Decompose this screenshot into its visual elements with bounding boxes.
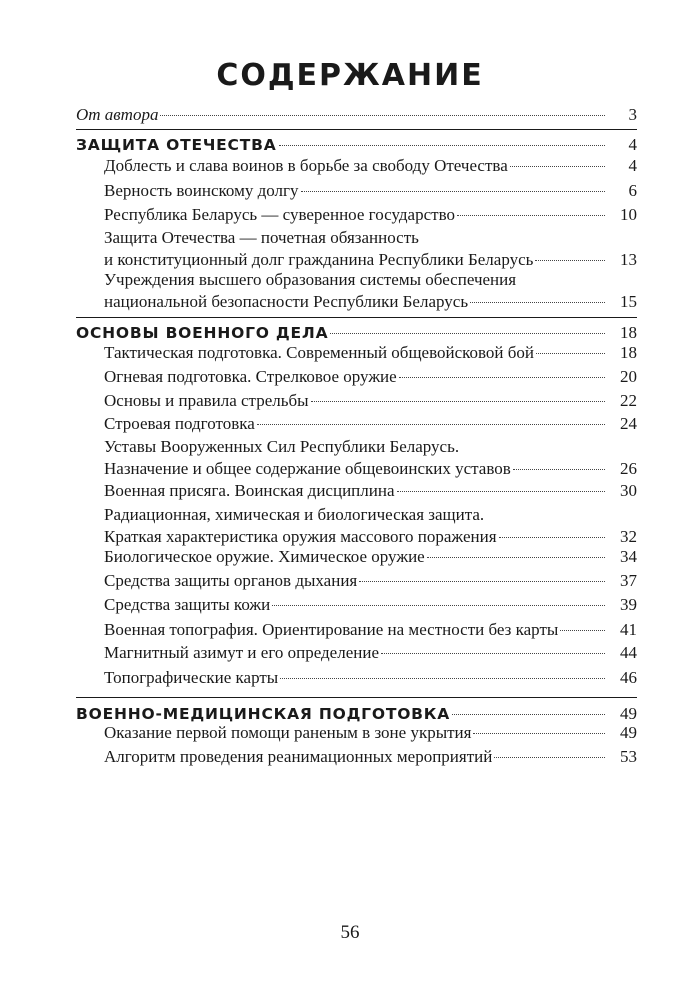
dot-leader bbox=[399, 377, 605, 378]
toc-entry-page: 18 bbox=[620, 323, 637, 342]
toc-entry-title-line1: Учреждения высшего образования системы обеспечения bbox=[104, 270, 517, 289]
toc-entry-page: 30 bbox=[620, 481, 637, 500]
toc-entry-page: 20 bbox=[620, 367, 637, 386]
toc-entry-title-line1: Уставы Вооруженных Сил Республики Беларусь. bbox=[104, 437, 460, 456]
toc-entry-title: Магнитный азимут и его определение bbox=[104, 643, 379, 662]
toc-entry-page: 3 bbox=[628, 105, 637, 124]
toc-entry[interactable] bbox=[104, 594, 637, 616]
toc-section-title: ВОЕННО-МЕДИЦИНСКАЯ ПОДГОТОВКА bbox=[76, 705, 451, 723]
toc-entry[interactable] bbox=[104, 722, 637, 744]
toc-entry-page: 53 bbox=[620, 747, 637, 766]
toc-entry[interactable] bbox=[104, 413, 637, 435]
dot-leader bbox=[397, 491, 606, 492]
dot-leader bbox=[499, 537, 605, 538]
toc-entry-title: Оказание первой помощи раненым в зоне укрытия bbox=[104, 723, 472, 742]
toc-entry-page: 22 bbox=[620, 391, 637, 410]
toc-section-title: ОСНОВЫ ВОЕННОГО ДЕЛА bbox=[76, 324, 329, 342]
dot-leader bbox=[457, 215, 605, 216]
toc-entry-page: 15 bbox=[620, 292, 637, 311]
toc-entry-page: 4 bbox=[628, 156, 637, 175]
section-divider bbox=[76, 129, 637, 130]
toc-entry[interactable] bbox=[104, 342, 637, 364]
section-divider bbox=[76, 697, 637, 698]
toc-entry[interactable] bbox=[104, 746, 637, 768]
toc-entry-page: 24 bbox=[620, 414, 637, 433]
dot-leader bbox=[330, 333, 605, 334]
dot-leader bbox=[359, 581, 605, 582]
dot-leader bbox=[473, 733, 605, 734]
toc-entry-page: 32 bbox=[620, 527, 637, 546]
toc-entry[interactable] bbox=[104, 667, 637, 689]
toc-entry-page: 26 bbox=[620, 459, 637, 478]
dot-leader bbox=[280, 678, 605, 679]
dot-leader bbox=[452, 714, 605, 715]
toc-entry-page: 41 bbox=[620, 620, 637, 639]
toc-section-military-basics[interactable] bbox=[76, 322, 637, 344]
section-divider bbox=[76, 317, 637, 318]
toc-entry-page: 18 bbox=[620, 343, 637, 362]
toc-entry-page: 4 bbox=[628, 135, 637, 154]
toc-entry-title: Военная топография. Ориентирование на местности без карты bbox=[104, 620, 559, 639]
page-number: 56 bbox=[340, 922, 360, 943]
toc-entry-title: Республика Беларусь — суверенное государство bbox=[104, 205, 455, 224]
toc-section-defense[interactable] bbox=[76, 134, 637, 156]
toc-entry-author[interactable] bbox=[76, 104, 637, 126]
toc-entry-page: 13 bbox=[620, 250, 637, 269]
dot-leader bbox=[560, 630, 605, 631]
toc-entry-page: 44 bbox=[620, 643, 637, 662]
dot-leader bbox=[272, 605, 605, 606]
toc-entry[interactable] bbox=[104, 570, 637, 592]
toc-entry-title: Средства защиты кожи bbox=[104, 595, 271, 614]
toc-entry[interactable] bbox=[104, 366, 637, 388]
toc-entry-title: Краткая характеристика оружия массового поражения bbox=[104, 527, 497, 546]
toc-entry[interactable] bbox=[104, 180, 637, 202]
toc-entry[interactable] bbox=[104, 642, 637, 664]
toc-entry[interactable] bbox=[104, 204, 637, 226]
toc-entry-title: Алгоритм проведения реанимационных мероприятий bbox=[104, 747, 493, 766]
toc-entry[interactable] bbox=[104, 546, 637, 568]
toc-entry-page: 46 bbox=[620, 668, 637, 687]
toc-entry[interactable] bbox=[104, 504, 637, 548]
toc-section-title: ЗАЩИТА ОТЕЧЕСТВА bbox=[76, 136, 277, 154]
dot-leader bbox=[470, 302, 605, 303]
toc-entry-page: 6 bbox=[628, 181, 637, 200]
dot-leader bbox=[535, 260, 605, 261]
toc-entry-title: Основы и правила стрельбы bbox=[104, 391, 309, 410]
dot-leader bbox=[257, 424, 605, 425]
toc-entry-title: Верность воинскому долгу bbox=[104, 181, 299, 200]
toc-entry[interactable] bbox=[104, 227, 637, 271]
dot-leader bbox=[536, 353, 605, 354]
toc-entry-title: Строевая подготовка bbox=[104, 414, 255, 433]
toc-entry-page: 10 bbox=[620, 205, 637, 224]
toc-entry[interactable] bbox=[104, 436, 637, 480]
toc-entry[interactable] bbox=[104, 619, 637, 641]
dot-leader bbox=[513, 469, 605, 470]
toc-entry-page: 34 bbox=[620, 547, 637, 566]
toc-entry-title: Доблесть и слава воинов в борьбе за свободу Отечества bbox=[104, 156, 508, 175]
toc-entry-page: 39 bbox=[620, 595, 637, 614]
dot-leader bbox=[427, 557, 605, 558]
toc-entry-page: 37 bbox=[620, 571, 637, 590]
toc-entry-title: От автора bbox=[76, 105, 159, 124]
page-title: СОДЕРЖАНИЕ bbox=[216, 58, 484, 93]
toc-entry-title: Назначение и общее содержание общевоинских уставов bbox=[104, 459, 511, 478]
toc-entry-title: Топографические карты bbox=[104, 668, 279, 687]
toc-entry-title: Огневая подготовка. Стрелковое оружие bbox=[104, 367, 397, 386]
toc-entry[interactable] bbox=[104, 390, 637, 412]
toc-entry-title-line1: Защита Отечества — почетная обязанность bbox=[104, 228, 419, 247]
toc-entry-title: Биологическое оружие. Химическое оружие bbox=[104, 547, 425, 566]
dot-leader bbox=[510, 166, 605, 167]
dot-leader bbox=[301, 191, 606, 192]
dot-leader bbox=[160, 115, 605, 116]
dot-leader bbox=[311, 401, 605, 402]
dot-leader bbox=[279, 145, 605, 146]
toc-entry-title: Тактическая подготовка. Современный общевойсковой бой bbox=[104, 343, 535, 362]
toc-entry[interactable] bbox=[104, 480, 637, 502]
toc-entry-title-line1: Радиационная, химическая и биологическая защита. bbox=[104, 505, 485, 524]
toc-entry-page: 49 bbox=[620, 704, 637, 723]
toc-entry-title: национальной безопасности Республики Беларусь bbox=[104, 292, 469, 311]
toc-entry[interactable] bbox=[104, 155, 637, 177]
toc-entry-page: 49 bbox=[620, 723, 637, 742]
toc-entry-title: Военная присяга. Воинская дисциплина bbox=[104, 481, 395, 500]
toc-entry-title: Средства защиты органов дыхания bbox=[104, 571, 358, 590]
dot-leader bbox=[494, 757, 605, 758]
dot-leader bbox=[381, 653, 605, 654]
toc-entry-title: и конституционный долг гражданина Республики Беларусь bbox=[104, 250, 534, 269]
toc-entry[interactable] bbox=[104, 269, 637, 313]
